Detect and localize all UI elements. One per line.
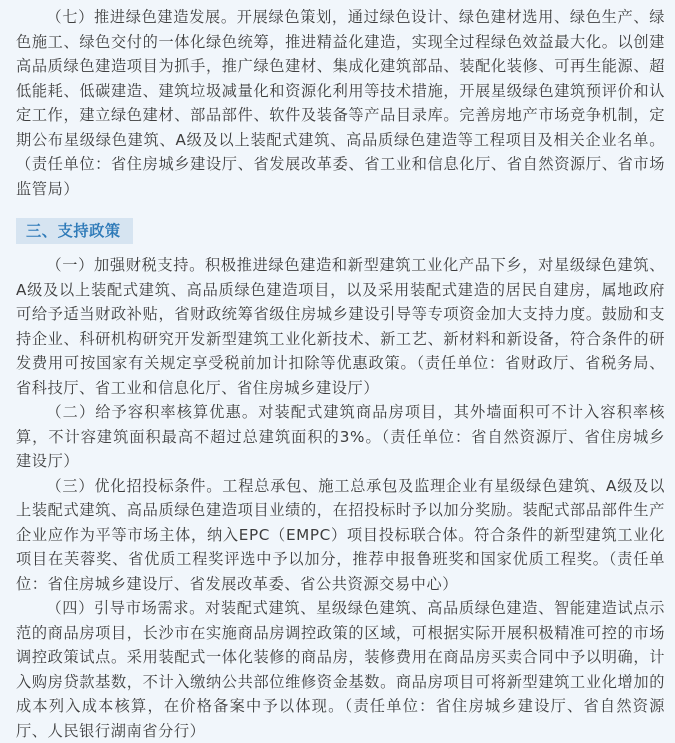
paragraph-green-construction: （七）推进绿色建造发展。开展绿色策划，通过绿色设计、绿色建材选用、绿色生产、绿色施工、绿色交付的一体化绿色统筹，推进精益化建造，实现全过程绿色效益最大化。以创建高品质绿色建造项目为抓手，推广绿色建材、集成化建筑部品、装配化装修、可再生能源、超低能耗、低碳建造、建筑垃圾减量化和资源化利用等技术措施，开展星级绿色建筑预评价和认定工作，建立绿色建材、部品部件、软件及装备等产品目录库。完善房地产市场竞争机制，定期公布星级绿色建筑、A级及以上装配式建筑、高品质绿色建造等工程项目及相关企业名单。（责任单位：省住房城乡建设厅、省发展改革委、省工业和信息化厅、省自然资源厅、省市场监管局） — [16, 8, 665, 198]
paragraph-plot-ratio: （二）给予容积率核算优惠。对装配式建筑商品房项目，其外墙面积可不计入容积率核算，不计容建筑面积最高不超过总建筑面积的3%。（责任单位：省自然资源厅、省住房城乡建设厅） — [16, 403, 665, 470]
paragraph-bidding-conditions: （三）优化招投标条件。工程总承包、施工总承包及监理企业有星级绿色建筑、A级及以上装配式建筑、高品质绿色建造项目业绩的，在招投标时予以加分奖励。装配式部品部件生产企业应作为平等市场主体，纳入EPC（EMPC）项目投标联合体。符合条件的新型建筑工业化项目在芙蓉奖、省优质工程奖评选中予以加分，推荐申报鲁班奖和国家优质工程奖。（责任单位：省住房城乡建设厅、省发展改革委、省公共资源交易中心） — [16, 476, 665, 593]
paragraph-market-demand: （四）引导市场需求。对装配式建筑、星级绿色建筑、高品质绿色建造、智能建造试点示范的商品房项目，长沙市在实施商品房调控政策的区域，可根据实际开展积极精准可控的市场调控政策试点。采用装配式一体化装修的商品房，装修费用在商品房买卖合同中予以明确，计入购房贷款基数，不计入缴纳公共部位维修资金基数。商品房项目可将新型建筑工业化增加的成本列入成本核算，在价格备案中予以体现。（责任单位：省住房城乡建设厅、省自然资源厅、人民银行湖南省分行） — [16, 599, 665, 740]
section-heading-wrap — [16, 218, 665, 244]
section-heading-support-policy: 三、支持政策 — [16, 218, 133, 244]
paragraph-fiscal-support: （一）加强财税支持。积极推进绿色建造和新型建筑工业化产品下乡，对星级绿色建筑、A级及以上装配式建筑、高品质绿色建造项目，以及采用装配式建造的居民自建房，属地政府可给予适当财政补贴，省财政统筹省级住房城乡建设引导等专项资金加大支持力度。鼓励和支持企业、科研机构研究开发新型建筑工业化新技术、新工艺、新材料和新设备，符合条件的研发费用可按国家有关规定享受税前加计扣除等优惠政策。（责任单位：省财政厅、省税务局、省科技厅、省工业和信息化厅、省住房城乡建设厅） — [16, 256, 665, 397]
